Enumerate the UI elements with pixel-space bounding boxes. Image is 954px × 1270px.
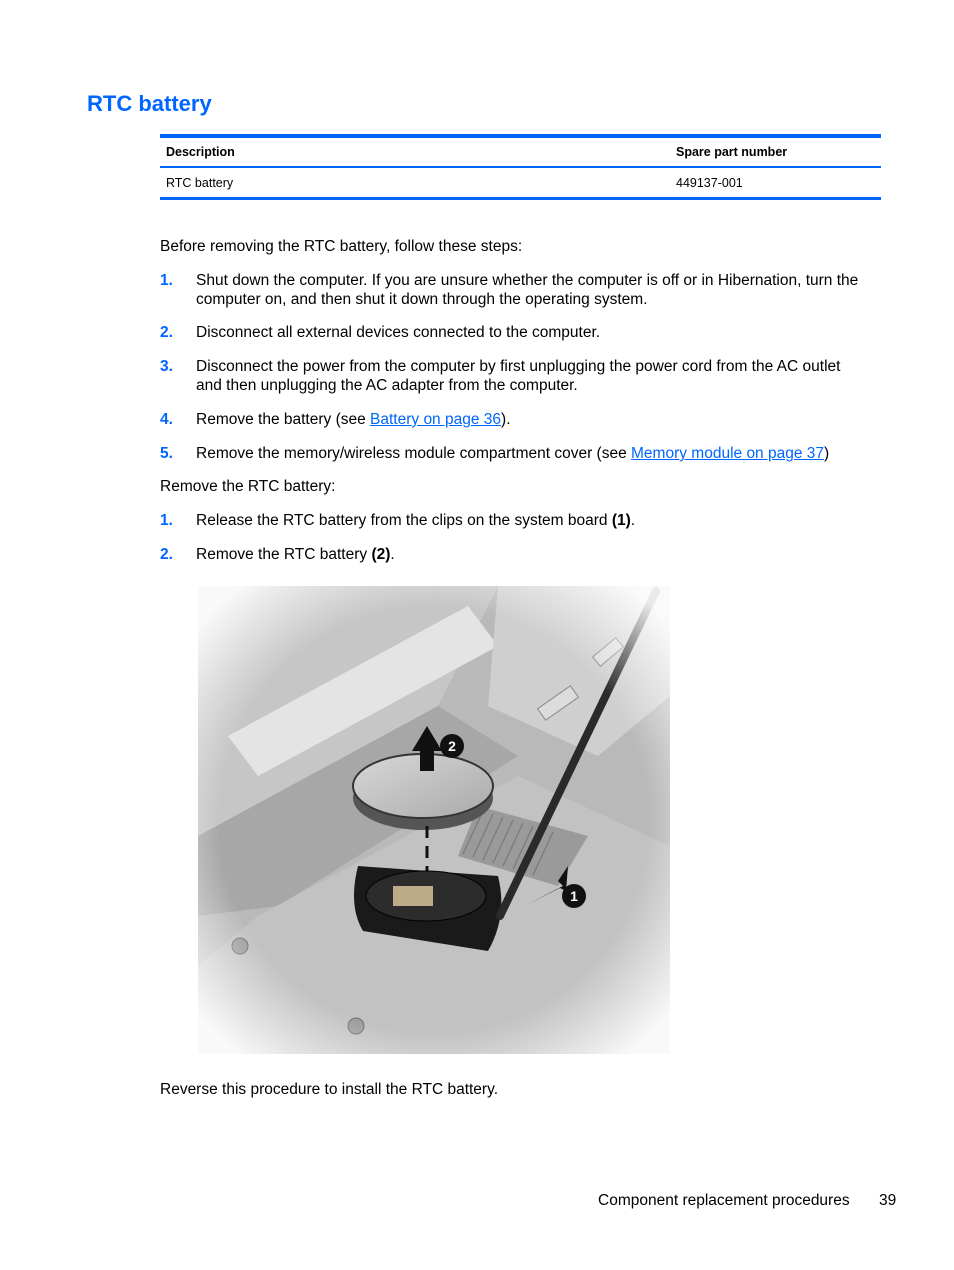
step-text — [196, 545, 870, 564]
closing-text: Reverse this procedure to install the RTC battery. — [160, 1081, 498, 1098]
footer-page-number: 39 — [879, 1192, 897, 1209]
list-item — [160, 545, 870, 564]
page-title: RTC battery — [87, 91, 212, 116]
memory-module-link[interactable]: Memory module on page 37 — [631, 445, 825, 462]
step-number: 4. — [160, 411, 173, 428]
battery-link[interactable]: Battery on page 36 — [370, 411, 502, 428]
step-text-after: . — [630, 512, 636, 529]
photo-vignette — [198, 586, 670, 1054]
callout-ref: (2) — [371, 546, 391, 563]
list-item — [160, 444, 870, 463]
step-text-before: Remove the memory/wireless module compartment cover (see — [196, 445, 632, 462]
step-number: 3. — [160, 358, 173, 375]
step-number: 1. — [160, 512, 173, 529]
step-text — [196, 511, 870, 530]
list-item — [160, 357, 870, 395]
step-number: 1. — [160, 272, 173, 289]
step-text — [196, 410, 870, 429]
step-text-after: . — [390, 546, 395, 563]
callout-ref: (1) — [611, 512, 631, 529]
step-text-before: Release the RTC battery from the clips on the system board — [196, 512, 612, 529]
footer-section-title: Component replacement procedures — [598, 1192, 850, 1209]
cell-description: RTC battery — [160, 167, 670, 199]
step-text: Disconnect the power from the computer by first unplugging the power cord from the AC outlet and then unplugging the AC adapter from the computer. — [196, 358, 841, 394]
column-header-spare-part-number: Spare part number — [670, 136, 881, 167]
list-item — [160, 511, 870, 530]
column-header-description: Description — [160, 136, 670, 167]
table-header-row — [160, 136, 881, 167]
step-text — [196, 444, 870, 463]
step-text-before: Remove the RTC battery — [196, 546, 372, 563]
list-item — [160, 271, 870, 309]
spare-parts-table — [160, 134, 881, 200]
step-number: 2. — [160, 546, 173, 563]
step-number: 5. — [160, 445, 173, 462]
list-item — [160, 323, 870, 342]
step-text-after: ) — [824, 445, 830, 462]
list-item — [160, 410, 870, 429]
step-text-before: Remove the battery (see — [196, 411, 371, 428]
step-text-after: ). — [501, 411, 511, 428]
step-number: 2. — [160, 324, 173, 341]
remove-intro-text: Remove the RTC battery: — [160, 478, 336, 495]
step-text: Shut down the computer. If you are unsure whether the computer is off or in Hibernation, turn the computer on, and then shut it down through the operating system. — [196, 272, 859, 308]
cell-part-number: 449137-001 — [670, 167, 881, 199]
intro-text: Before removing the RTC battery, follow these steps: — [160, 238, 523, 255]
table-row — [160, 167, 881, 199]
rtc-battery-removal-illustration — [198, 586, 670, 1054]
step-text: Disconnect all external devices connected to the computer. — [196, 324, 601, 341]
